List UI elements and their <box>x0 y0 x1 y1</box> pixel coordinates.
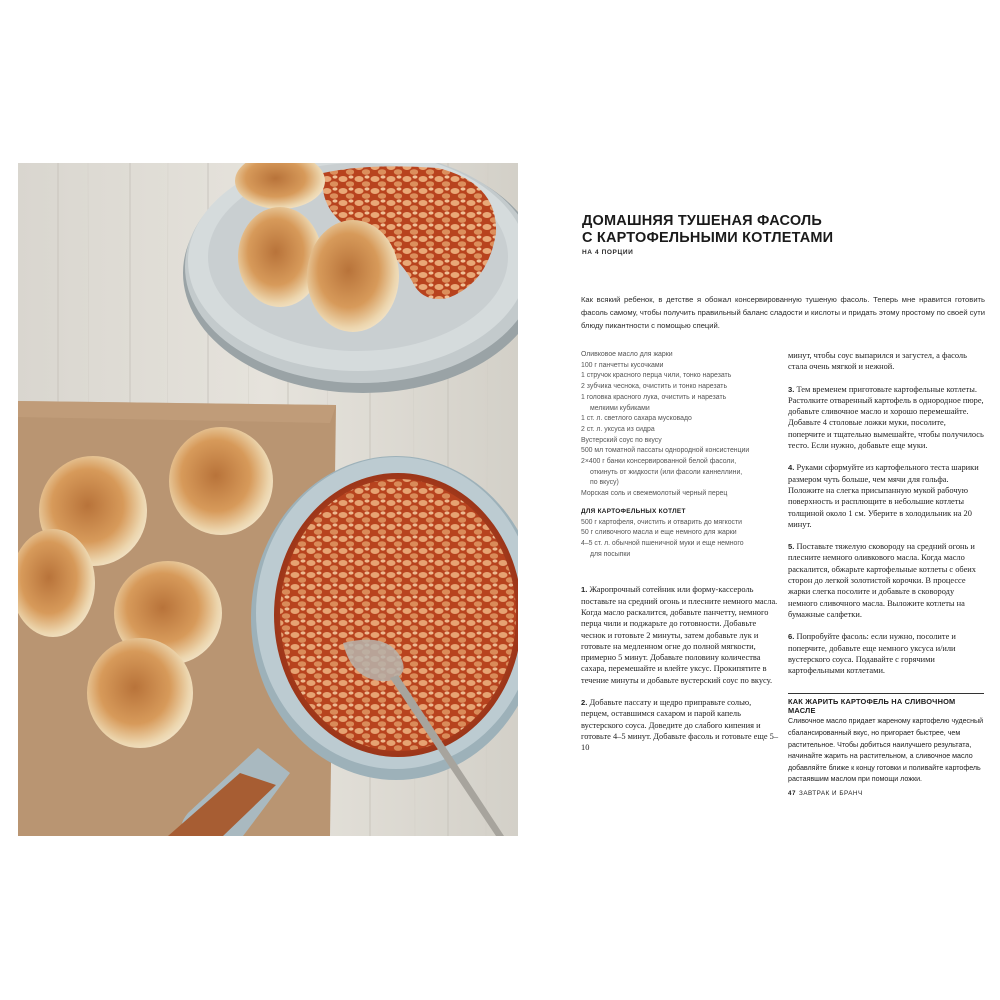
method-step <box>581 584 781 686</box>
method-step <box>581 697 781 753</box>
patty-ingredients-heading: ДЛЯ КАРТОФЕЛЬНЫХ КОТЛЕТ <box>581 507 686 515</box>
ingredient-line: Оливковое масло для жарки <box>581 351 673 358</box>
step-number: 6. <box>788 632 795 642</box>
step-number: 4. <box>788 463 795 473</box>
servings-label: НА 4 ПОРЦИИ <box>582 249 634 256</box>
patty-ingredient-list <box>581 518 781 561</box>
tip-heading: КАК ЖАРИТЬ КАРТОФЕЛЬ НА СЛИВОЧНОМ МАСЛЕ <box>788 693 984 715</box>
ingredient-line: 4–5 ст. л. обычной пшеничной муки и еще немного <box>581 539 744 547</box>
ingredient-line: 2 зубчика чеснока, очистить и тонко нарезать <box>581 383 728 391</box>
intro-paragraph: Как всякий ребенок, в детстве я обожал консервированную тушеную фасоль. Теперь мне нравится готовить фасоль самому, чтобы получить правильный баланс сладости и кислоты и придать этому простому по своей сути блюду пикантности с помощью специй. <box>581 295 985 330</box>
step-number: 2. <box>581 698 588 708</box>
step-text: Руками сформуйте из картофельного теста шарики размером чуть больше, чем мячи для гольфа. Положите на слегка присыпанную мукой рабочую поверхность и расплющите в небольшие котлеты толщиной около 1 см. Уберите в холодильник на 20 минут. <box>788 463 979 529</box>
page-number: 47 <box>788 790 797 797</box>
method-step <box>788 350 984 373</box>
ingredient-line: 2×400 г банки консервированной белой фасоли, <box>581 458 737 466</box>
step-text: Тем временем приготовьте картофельные котлеты. Растолките отваренный картофель в однородное пюре, добавьте сливочное масло и хорошо перемешайте. Добавьте 4 столовые ложки муки, посолите, поперчите и тщательно вымешайте, чтобы получилось тесто. Если нужно, добавьте еще муки. <box>788 384 984 451</box>
right-column <box>788 350 984 786</box>
step-text: Добавьте пассату и щедро приправьте солью, перцем, оставшимся сахаром и парой капель вустерского соуса. Доведите до слабого кипения и готовьте 4–5 минут. Добавьте фасоль и готовьте еще 5–10 <box>581 698 779 753</box>
step-text: Жаропрочный сотейник или форму-кассероль поставьте на средний огонь и плесните немного масла. Когда масло раскалится, добавьте панчетту, немного перца чили и поджарьте до готовности. Добавьте чеснок и готовьте 2 минуты, затем добавьте лук и готовьте на медленном огне до полной мягкости, примерно 5 минут. Добавьте половину количества сахара, перемешайте и влейте уксус. Прокипятите в течение минуты и добавьте вустерский соус по вкусу. <box>581 585 778 685</box>
recipe-photo <box>18 163 518 836</box>
ingredient-line: 100 г панчетты кусочками <box>581 361 664 369</box>
method-step <box>788 541 984 620</box>
title-line-1: ДОМАШНЯЯ ТУШЕНАЯ ФАСОЛЬ <box>582 213 822 229</box>
ingredient-line: Вустерский соус по вкусу <box>581 436 662 444</box>
ingredient-line: 500 г картофеля, очистить и отварить до мягкости <box>581 518 742 526</box>
left-column <box>581 350 781 765</box>
step-number: 1. <box>581 585 588 595</box>
ingredient-line: 2 ст. л. уксуса из сидра <box>581 425 655 433</box>
steps-left <box>581 584 781 753</box>
step-text: Попробуйте фасоль: если нужно, посолите и поперчите, добавьте еще немного уксуса и/или вустерского соуса. Подавайте с горячими картофельными котлетами. <box>788 632 956 676</box>
recipe-page <box>548 163 1000 836</box>
ingredient-line: 1 ст. л. светлого сахара мусковадо <box>581 415 692 423</box>
ingredient-line: для посыпки <box>590 550 631 558</box>
method-step <box>788 462 984 530</box>
ingredient-list <box>581 350 781 500</box>
ingredient-line: откинуть от жидкости (или фасоли каннеллини, <box>590 468 743 476</box>
steps-right <box>788 350 984 676</box>
ingredient-line: 50 г сливочного масла и еще немного для жарки <box>581 529 737 537</box>
title-line-2: С КАРТОФЕЛЬНЫМИ КОТЛЕТАМИ <box>582 230 834 246</box>
ingredient-line: 500 мл томатной пассаты однородной консистенции <box>581 447 750 455</box>
ingredient-line: по вкусу) <box>590 479 619 487</box>
step-text: Поставьте тяжелую сковороду на средний огонь и плесните немного оливкового масла. Когда масло раскалится, обжарьте картофельные котлеты с обеих сторон до легкой золотистой корочки. В процессе жарки слегка посолите и добавьте в сковороду немного сливочного масла. Выложите котлеты на бумажные салфетки. <box>788 542 976 619</box>
tip-body: Сливочное масло придает жареному картофелю чудесный сбалансированный вкус, но пригорает быстрее, чем растительное. Чтобы добиться наилучшего результата, начинайте жарить на растительном, а сливочное масло добавляйте ближе к концу готовки и поливайте картофель растаявшим маслом при помощи ложки. <box>788 717 984 784</box>
ingredient-line: мелкими кубиками <box>590 404 650 412</box>
method-step <box>788 384 984 452</box>
recipe-title <box>582 213 982 247</box>
page-footer <box>788 790 863 797</box>
ingredient-line: 1 головка красного лука, очистить и нарезать <box>581 393 727 401</box>
step-number: 3. <box>788 384 795 394</box>
step-text: минут, чтобы соус выпарился и загустел, а фасоль стала очень мягкой и нежной. <box>788 351 967 372</box>
section-name: ЗАВТРАК И БРАНЧ <box>799 790 863 797</box>
ingredient-line: Морская соль и свежемолотый черный перец <box>581 490 728 498</box>
method-step <box>788 631 984 676</box>
step-number: 5. <box>788 542 795 552</box>
ingredient-line: 1 стручок красного перца чили, тонко нарезать <box>581 372 732 380</box>
